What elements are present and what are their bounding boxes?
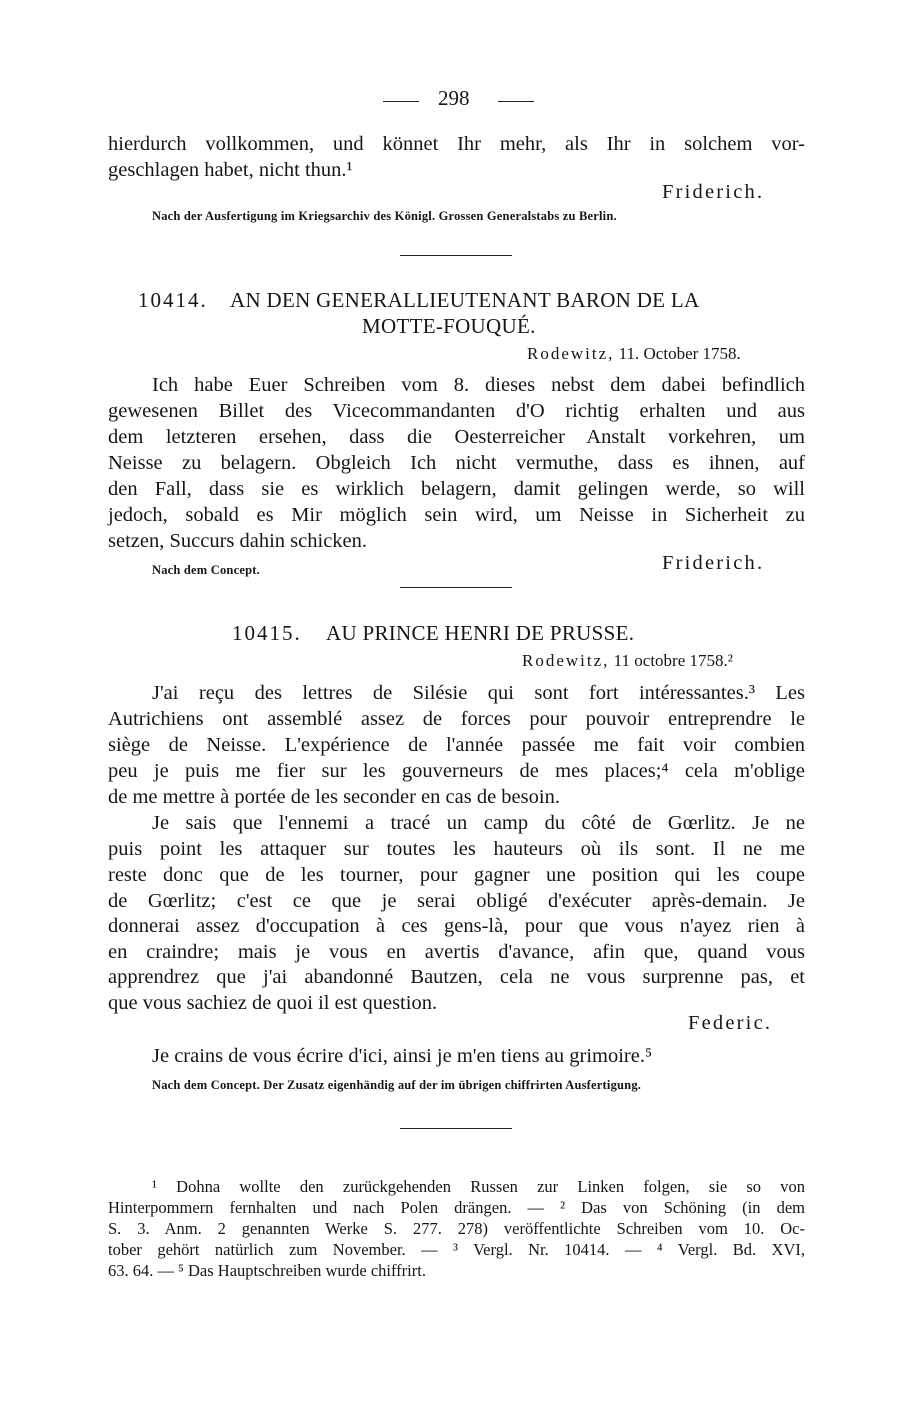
- footnote-line: Hinterpommern fernhalten und nach Polen drängen. — ² Das von Schöning (in dem: [108, 1198, 805, 1217]
- postscript: Je crains de vous écrire d'ici, ainsi je m'en tiens au grimoire.⁵: [152, 1045, 653, 1067]
- text-line: Je sais que l'ennemi a tracé un camp du côté de Gœrlitz. Je ne: [152, 812, 805, 834]
- place: Rodewitz,: [527, 344, 615, 363]
- text-line: setzen, Succurs dahin schicken.: [108, 530, 368, 552]
- header-dash-left: [383, 101, 419, 102]
- text-line: gewesenen Billet des Vicecommandanten d'O richtig erhalten und aus: [108, 400, 805, 422]
- text-line: Autrichiens ont assemblé assez de forces pour pouvoir entreprendre le: [108, 708, 805, 730]
- section-divider: [400, 255, 512, 256]
- page-number: 298: [438, 86, 470, 110]
- letter-number: 10415.: [232, 621, 302, 645]
- text-line: puis point les attaquer sur toutes les hauteurs où ils sont. Il ne me: [108, 838, 805, 860]
- dateline: [522, 651, 733, 671]
- date: 11. October 1758.: [618, 344, 741, 363]
- text-line: en craindre; mais je vous en avertis d'avance, afin que, quand vous: [108, 941, 805, 963]
- letter-heading-line1: AN DEN GENERALLIEUTENANT BARON DE LA: [230, 288, 700, 312]
- text-line: Ich habe Euer Schreiben vom 8. dieses nebst dem dabei befindlich: [152, 374, 805, 396]
- text-line: que vous sachiez de quoi il est question.: [108, 992, 438, 1014]
- text-line: hierdurch vollkommen, und könnet Ihr mehr, als Ihr in solchem vor-: [108, 133, 805, 155]
- source-note: Nach dem Concept.: [152, 563, 260, 577]
- footnote-line: ¹ Dohna wollte den zurückgehenden Russen zur Linken folgen, sie so von: [152, 1177, 805, 1196]
- text-line: siège de Neisse. L'expérience de l'année passée me fait voir combien: [108, 734, 805, 756]
- signature: Federic.: [688, 1012, 773, 1034]
- source-note: Nach der Ausfertigung im Kriegsarchiv des Königl. Grossen Generalstabs zu Berlin.: [152, 209, 617, 223]
- signature: Friderich.: [662, 552, 765, 574]
- text-line: jedoch, sobald es Mir möglich sein wird, um Neisse in Sicherheit zu: [108, 504, 805, 526]
- source-note: Nach dem Concept. Der Zusatz eigenhändig auf der im übrigen chiffrirten Ausfertigung.: [152, 1078, 642, 1092]
- text-line: de Gœrlitz; c'est ce que je serai obligé d'exécuter après-demain. Je: [108, 890, 805, 912]
- letter-number: 10414.: [138, 288, 208, 312]
- text-line: apprendrez que j'ai abandonné Bautzen, cela ne vous surprenne pas, et: [108, 966, 805, 988]
- header-dash-right: [498, 101, 534, 102]
- footnote-line: S. 3. Anm. 2 genannten Werke S. 277. 278) veröffentlichte Schreiben vom 10. Oc-: [108, 1219, 805, 1238]
- text-line: geschlagen habet, nicht thun.¹: [108, 159, 353, 181]
- text-line: J'ai reçu des lettres de Silésie qui sont fort intéressantes.³ Les: [152, 682, 805, 704]
- letter-heading: AU PRINCE HENRI DE PRUSSE.: [326, 621, 635, 645]
- dateline: [527, 344, 741, 364]
- letter-heading-line2: MOTTE-FOUQUÉ.: [362, 314, 536, 338]
- section-divider: [400, 587, 512, 588]
- text-line: Neisse zu belagern. Obgleich Ich nicht vermuthe, dass es ihnen, auf: [108, 452, 805, 474]
- text-line: den Fall, dass sie es wirklich belagern, damit gelingen werde, so will: [108, 478, 805, 500]
- place: Rodewitz,: [522, 651, 610, 670]
- text-line: reste donc que de les tourner, pour gagner une position qui les coupe: [108, 864, 805, 886]
- footnote-line: tober gehört natürlich zum November. — ³ Vergl. Nr. 10414. — ⁴ Vergl. Bd. XVI,: [108, 1240, 805, 1259]
- text-line: dem letzteren ersehen, dass die Oesterreicher Anstalt vorkehren, um: [108, 426, 805, 448]
- text-line: de me mettre à portée de les seconder en cas de besoin.: [108, 786, 560, 808]
- footnote-line: 63. 64. — ⁵ Das Hauptschreiben wurde chiffrirt.: [108, 1261, 426, 1280]
- text-line: peu je puis me fier sur les gouverneurs de mes places;⁴ cela m'oblige: [108, 760, 805, 782]
- text-line: donnerai assez d'occupation à ces gens-là, pour que vous n'ayez rien à: [108, 915, 805, 937]
- section-divider: [400, 1128, 512, 1129]
- signature: Friderich.: [662, 181, 765, 203]
- date: 11 octobre 1758.²: [613, 651, 733, 670]
